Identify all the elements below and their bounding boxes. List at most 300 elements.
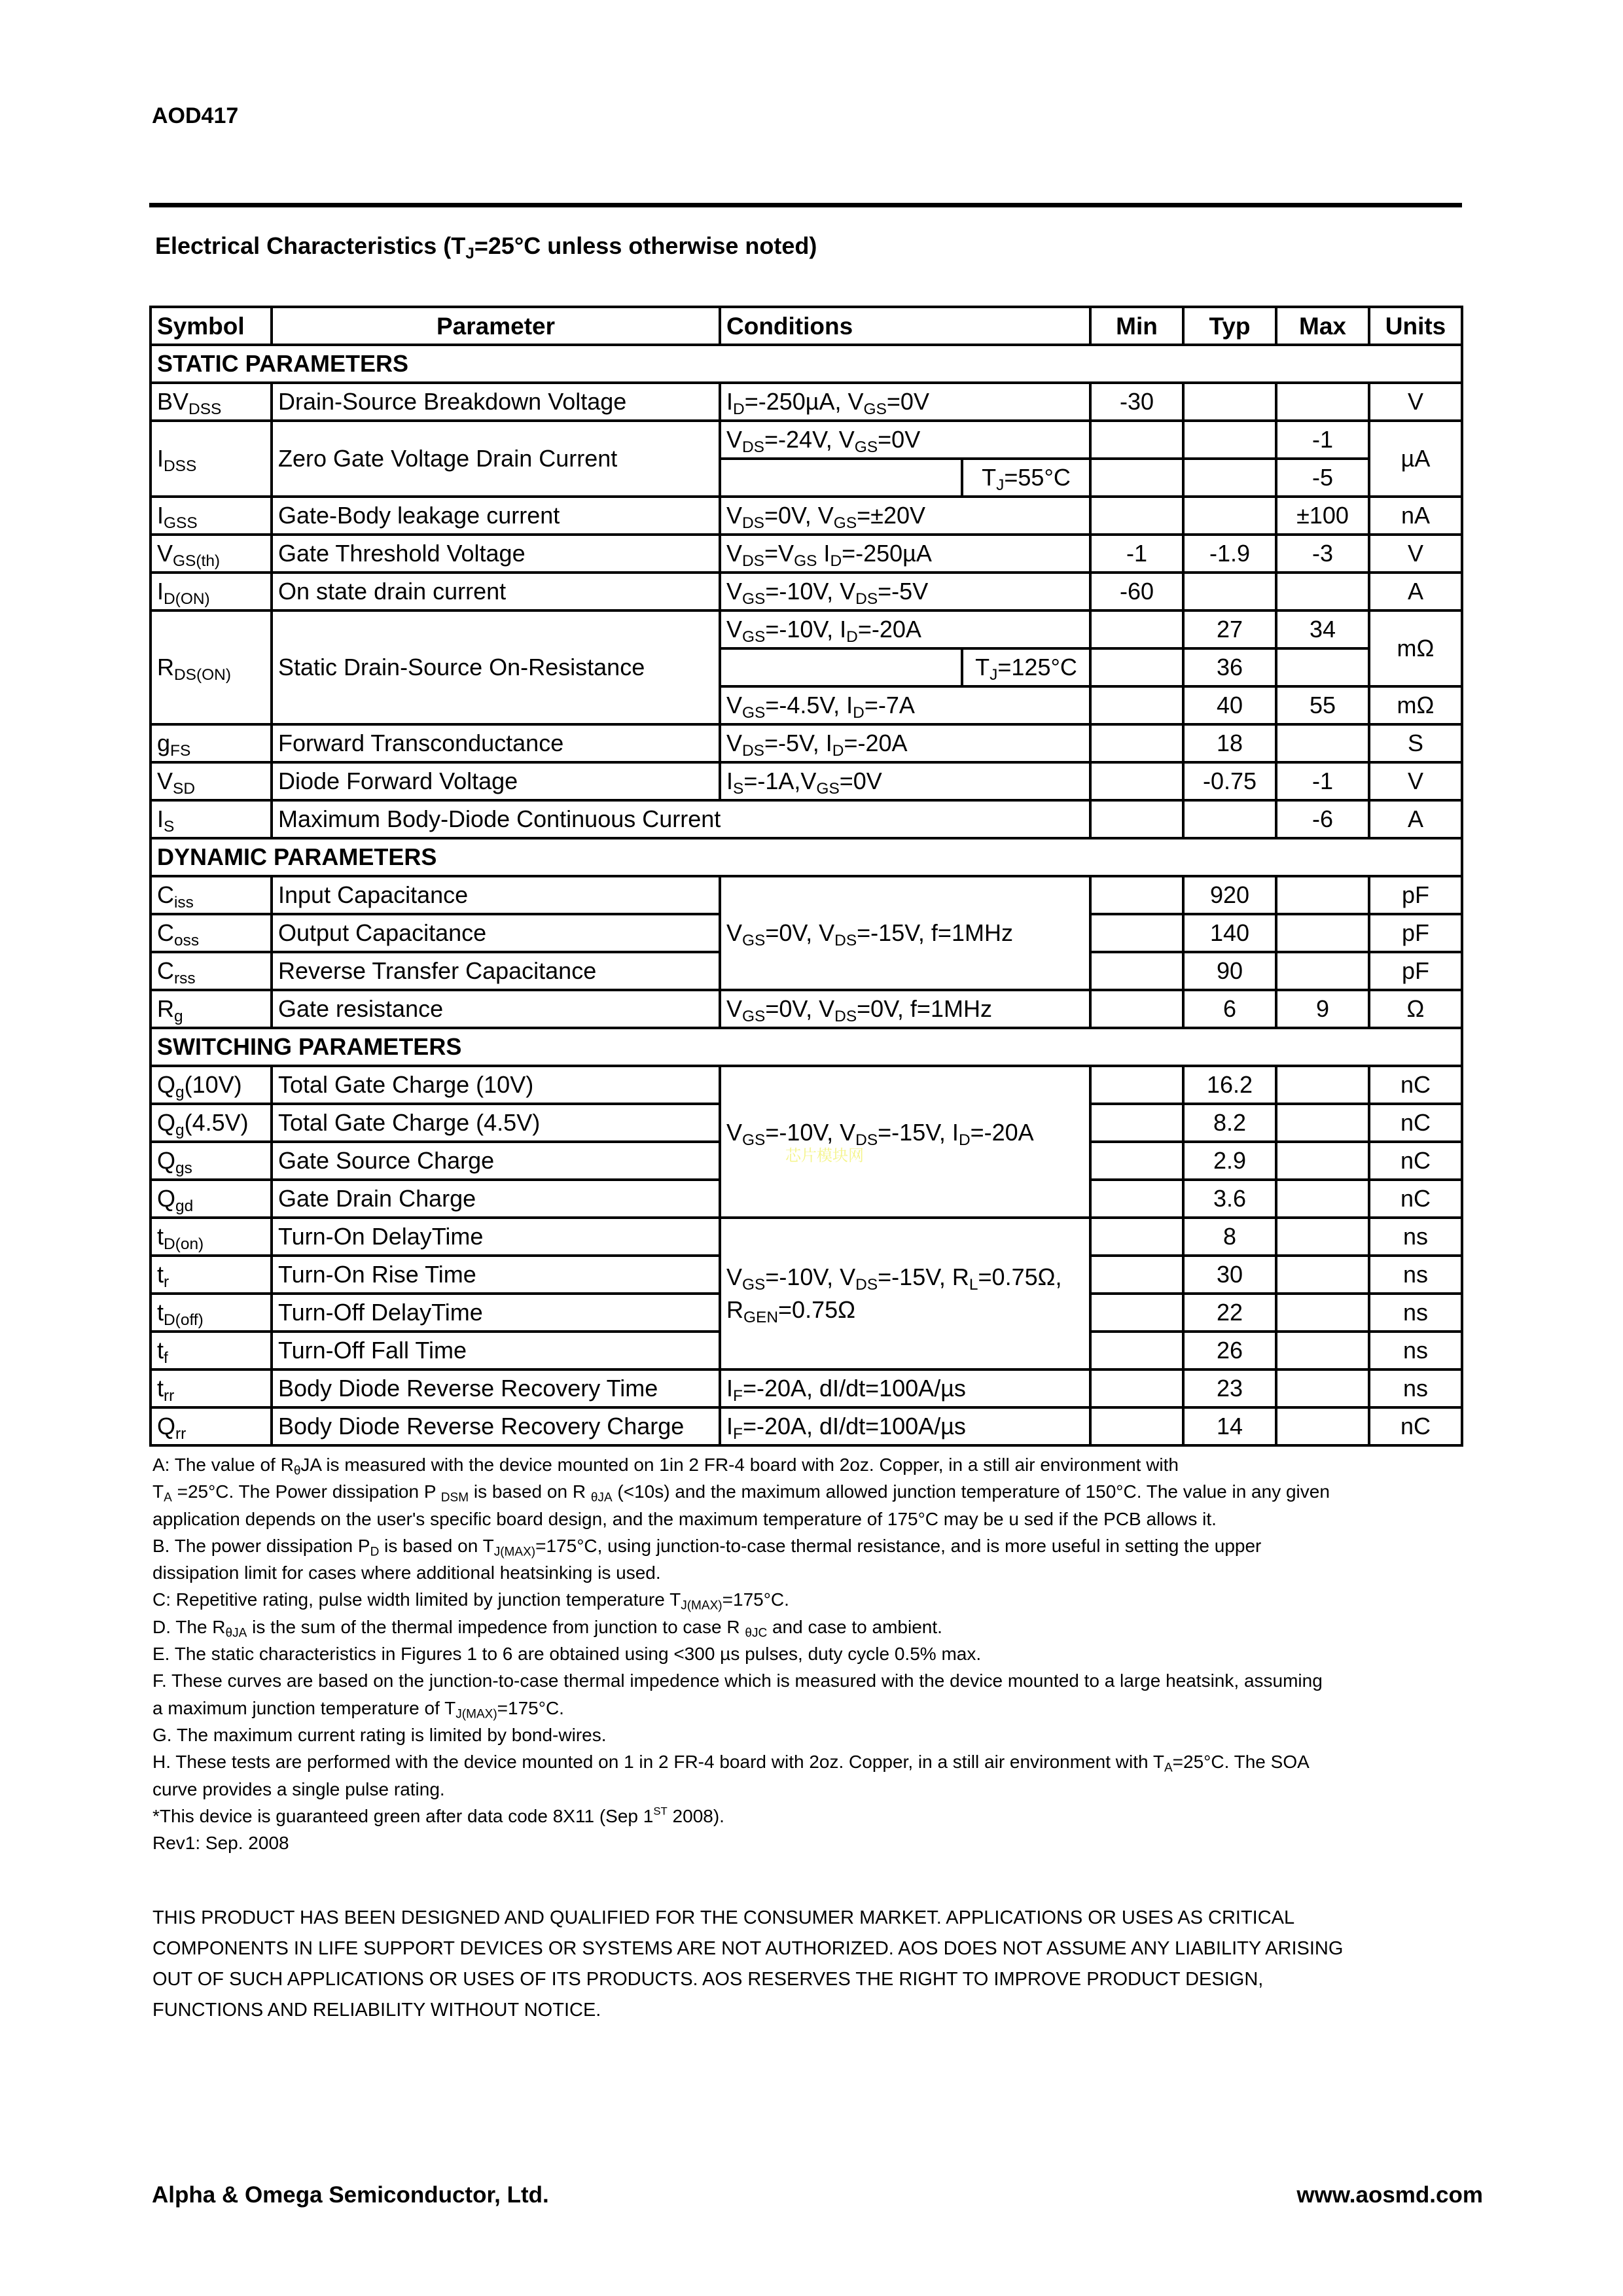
text-segment: V [157, 540, 173, 567]
note-line [152, 1722, 1330, 1748]
subscript-text: r [164, 1273, 169, 1291]
table-row [151, 1218, 1462, 1256]
text-segment: =0V, V [765, 919, 835, 946]
text-segment: V [726, 995, 743, 1022]
subscript-text: D(off) [164, 1311, 204, 1329]
subscript-text: GS [742, 1131, 766, 1149]
symbol [151, 1142, 272, 1180]
text-segment: R [157, 654, 174, 680]
symbol [151, 876, 272, 914]
min [1090, 990, 1183, 1028]
text-segment: V [726, 616, 743, 643]
typ: 14 [1183, 1407, 1276, 1445]
text-segment: =25°C. The Power dissipation P [171, 1481, 441, 1502]
text-segment: C [157, 919, 174, 946]
typ: 36 [1183, 648, 1276, 686]
subscript-text: θJA [225, 1626, 247, 1640]
max: -6 [1276, 800, 1369, 838]
subscript-text: g [174, 1007, 183, 1025]
max [1276, 914, 1369, 952]
subscript-text: oss [174, 931, 200, 949]
typ: 8 [1183, 1218, 1276, 1256]
min [1090, 1256, 1183, 1294]
min [1090, 1066, 1183, 1104]
typ [1183, 573, 1276, 610]
text-segment: Q [157, 1071, 176, 1098]
text-segment: I [157, 805, 164, 832]
revision: Rev1: Sep. 2008 [152, 1833, 289, 1854]
parameter: Static Drain-Source On-Resistance [272, 610, 720, 724]
table-row [151, 573, 1462, 610]
min [1090, 610, 1183, 648]
switching-conditions-line2 [726, 1296, 1084, 1326]
symbol [151, 1218, 272, 1256]
typ: 3.6 [1183, 1180, 1276, 1218]
subscript-text: D [832, 741, 844, 760]
conditions [720, 421, 1090, 459]
units: nC [1369, 1104, 1462, 1142]
parameter: Zero Gate Voltage Drain Current [272, 421, 720, 497]
subscript-text: J [990, 665, 998, 684]
symbol [151, 1104, 272, 1142]
green-note-text: 2008). [667, 1805, 724, 1826]
subscript-text: J(MAX) [493, 1545, 536, 1559]
text-segment: R [157, 995, 174, 1022]
min [1090, 648, 1183, 686]
max [1276, 1180, 1369, 1218]
text-segment: =-10V, V [765, 578, 856, 605]
typ: 6 [1183, 990, 1276, 1028]
max: -1 [1276, 762, 1369, 800]
min [1090, 686, 1183, 724]
text-segment: =-20A, dI/dt=100A/µs [742, 1375, 966, 1402]
text-segment: Q [157, 1185, 176, 1212]
text-segment: =25°C unless otherwise noted) [474, 232, 817, 259]
note-line [152, 1695, 1330, 1722]
text-segment: I [157, 445, 164, 472]
text-segment: is the sum of the thermal impedence from junction to case R [247, 1616, 745, 1637]
parameter: Turn-On DelayTime [272, 1218, 720, 1256]
subscript-text: D [958, 1131, 971, 1149]
subscript-text: D(on) [164, 1235, 204, 1253]
typ: 26 [1183, 1332, 1276, 1369]
text-segment: =25°C. The SOA [1172, 1752, 1310, 1773]
symbol [151, 497, 272, 535]
typ: 90 [1183, 952, 1276, 990]
table-row [151, 1369, 1462, 1407]
column-header-conditions: Conditions [720, 307, 1090, 345]
parameter: Gate-Body leakage current [272, 497, 720, 535]
max: 34 [1276, 610, 1369, 648]
subscript-text: GS [742, 627, 766, 646]
subscript-text: D [733, 400, 745, 418]
subscript-text: rr [164, 1386, 175, 1405]
text-segment: A: The value of R [152, 1455, 294, 1475]
typ [1183, 497, 1276, 535]
text-segment: V [726, 1119, 743, 1146]
symbol [151, 1066, 272, 1104]
conditions-empty [720, 459, 962, 497]
max: -1 [1276, 421, 1369, 459]
symbol [151, 1180, 272, 1218]
subscript-text: D [853, 703, 865, 722]
text-segment: (10V) [184, 1071, 242, 1098]
table-row [151, 762, 1462, 800]
units: S [1369, 724, 1462, 762]
text-segment: =0V [878, 426, 921, 453]
subscript-text: DSS [164, 457, 197, 475]
subscript-text: S [733, 779, 744, 798]
conditions-shared [720, 1066, 1090, 1218]
subscript-text: GS [742, 590, 766, 608]
symbol [151, 383, 272, 421]
subscript-text: GS [854, 438, 878, 456]
symbol [151, 535, 272, 573]
typ: -0.75 [1183, 762, 1276, 800]
text-segment: V [726, 426, 743, 453]
parameter: Reverse Transfer Capacitance [272, 952, 720, 990]
parameter: Total Gate Charge (10V) [272, 1066, 720, 1104]
text-segment: =0V [886, 388, 929, 415]
watermark: 芯片模块网 [785, 1147, 864, 1165]
symbol [151, 762, 272, 800]
conditions [720, 686, 1090, 724]
min [1090, 1142, 1183, 1180]
max [1276, 952, 1369, 990]
parameter: Turn-Off DelayTime [272, 1294, 720, 1332]
min: -60 [1090, 573, 1183, 610]
subscript-text: DS [855, 1131, 878, 1149]
text-segment: V [726, 502, 743, 529]
subscript-text: DS [855, 590, 878, 608]
symbol [151, 800, 272, 838]
subscript-text: F [733, 1424, 743, 1443]
green-note [152, 1803, 1330, 1829]
typ [1183, 421, 1276, 459]
parameter: Total Gate Charge (4.5V) [272, 1104, 720, 1142]
table-row [151, 383, 1462, 421]
text-segment: =-250µA, V [744, 388, 864, 415]
text-segment: =175°C. [722, 1589, 789, 1610]
note-line [152, 1586, 1330, 1613]
table-row [151, 610, 1462, 648]
note-line [152, 1667, 1330, 1694]
section-row [151, 345, 1462, 383]
section-dynamic: DYNAMIC PARAMETERS [151, 838, 1462, 876]
text-segment: (<10s) and the maximum allowed junction temperature of 150°C. The value in any given [612, 1481, 1330, 1502]
note-line [152, 1506, 1330, 1532]
disclaimer-line: THIS PRODUCT HAS BEEN DESIGNED AND QUALIFIED FOR THE CONSUMER MARKET. APPLICATIONS OR USES AS CRITICAL [152, 1907, 1295, 1928]
max: ±100 [1276, 497, 1369, 535]
symbol [151, 610, 272, 724]
units: nC [1369, 1142, 1462, 1180]
parameter: Input Capacitance [272, 876, 720, 914]
text-segment: dissipation limit for cases where additional heatsinking is used. [152, 1563, 661, 1583]
units: pF [1369, 952, 1462, 990]
text-segment: =-10V, I [765, 616, 847, 643]
table-row [151, 1407, 1462, 1445]
subscript-text: SD [173, 779, 196, 798]
note-line [152, 1640, 1330, 1667]
units: mΩ [1369, 610, 1462, 686]
text-segment: R [726, 1296, 743, 1323]
subscript-text: GSS [164, 514, 198, 532]
text-segment: V [726, 919, 743, 946]
conditions-temperature [962, 459, 1090, 497]
subscript-text: J(MAX) [455, 1707, 497, 1721]
text-segment: Q [157, 1413, 176, 1439]
text-segment: =V [764, 540, 794, 567]
parameter: Body Diode Reverse Recovery Time [272, 1369, 720, 1407]
text-segment: Q [157, 1109, 176, 1136]
typ: 8.2 [1183, 1104, 1276, 1142]
text-segment: I [157, 578, 164, 605]
subscript-text: gd [175, 1197, 194, 1215]
section-row [151, 1028, 1462, 1066]
text-segment: =-20A, dI/dt=100A/µs [742, 1413, 966, 1439]
part-number: AOD417 [152, 103, 239, 128]
subscript-text: J [996, 476, 1005, 494]
conditions [720, 573, 1090, 610]
text-segment: V [157, 768, 173, 794]
parameter: Gate Drain Charge [272, 1180, 720, 1218]
footer-company: Alpha & Omega Semiconductor, Ltd. [152, 2182, 549, 2208]
text-segment: t [157, 1337, 164, 1364]
typ: 140 [1183, 914, 1276, 952]
subscript-text: DS [742, 514, 765, 532]
table-row [151, 990, 1462, 1028]
typ: 2.9 [1183, 1142, 1276, 1180]
subscript-text: GS [742, 703, 766, 722]
text-segment: =-20A [844, 730, 908, 756]
text-segment: t [157, 1261, 164, 1288]
min [1090, 1218, 1183, 1256]
symbol [151, 1294, 272, 1332]
text-segment: T [982, 464, 997, 491]
subscript-text: iss [174, 893, 194, 911]
text-segment: BV [157, 388, 189, 415]
text-segment: Electrical Characteristics (T [155, 232, 466, 259]
text-segment: =-7A [864, 692, 915, 718]
typ: -1.9 [1183, 535, 1276, 573]
max [1276, 1066, 1369, 1104]
units: Ω [1369, 990, 1462, 1028]
text-segment: =175°C, using junction-to-case thermal resistance, and is more useful in setting the upper [535, 1535, 1262, 1556]
text-segment: =-10V, V [765, 1119, 856, 1146]
subscript-text: GS [742, 931, 766, 949]
text-segment: and case to ambient. [767, 1616, 942, 1637]
text-segment: =-10V, V [765, 1263, 856, 1290]
text-segment: =0.75Ω [778, 1296, 856, 1323]
symbol [151, 1256, 272, 1294]
text-segment: =-5V [878, 578, 929, 605]
min [1090, 952, 1183, 990]
conditions [720, 1369, 1090, 1407]
max [1276, 1104, 1369, 1142]
text-segment: JA is measured with the device mounted on 1in 2 FR-4 board with 2oz. Copper, in a still air environment with [300, 1455, 1179, 1475]
subscript-text: A [164, 1491, 172, 1505]
note-line [152, 1532, 1330, 1559]
text-segment: =0V, V [764, 502, 834, 529]
conditions-shared [720, 1218, 1090, 1369]
min [1090, 459, 1183, 497]
symbol [151, 573, 272, 610]
text-segment: curve provides a single pulse rating. [152, 1778, 445, 1799]
units: ns [1369, 1332, 1462, 1369]
typ: 40 [1183, 686, 1276, 724]
max [1276, 1294, 1369, 1332]
conditions [720, 1407, 1090, 1445]
subscript-text: D [830, 552, 842, 570]
parameter: Turn-Off Fall Time [272, 1332, 720, 1369]
subscript-text: rss [174, 969, 196, 987]
subscript-text: f [164, 1349, 168, 1367]
units: µA [1369, 421, 1462, 497]
note-line [152, 1748, 1330, 1775]
gate-charge-conditions [726, 1119, 1084, 1149]
parameter: Maximum Body-Diode Continuous Current [272, 800, 1090, 838]
table-row [151, 497, 1462, 535]
text-segment: is based on T [379, 1535, 494, 1556]
max: -5 [1276, 459, 1369, 497]
conditions [720, 724, 1090, 762]
note-line [152, 1776, 1330, 1803]
subscript-text: rr [175, 1424, 187, 1443]
subscript-text: gs [175, 1159, 192, 1177]
header-divider [149, 203, 1462, 207]
table-row [151, 1066, 1462, 1104]
note-line [152, 1451, 1330, 1478]
note-line [152, 1559, 1330, 1586]
text-segment: =-20A [857, 616, 921, 643]
section-title [155, 232, 817, 260]
subscript-text: DS [855, 1275, 878, 1294]
table-header-row [151, 307, 1462, 345]
text-segment: V [726, 540, 743, 567]
parameter: Diode Forward Voltage [272, 762, 720, 800]
text-segment: =-20A [970, 1119, 1034, 1146]
max [1276, 648, 1369, 686]
max [1276, 573, 1369, 610]
text-segment: =-250µA [842, 540, 932, 567]
min [1090, 876, 1183, 914]
typ: 27 [1183, 610, 1276, 648]
typ [1183, 459, 1276, 497]
conditions-temperature [962, 648, 1090, 686]
max: 55 [1276, 686, 1369, 724]
column-header-symbol: Symbol [151, 307, 272, 345]
min [1090, 1407, 1183, 1445]
symbol [151, 1332, 272, 1369]
table-row [151, 876, 1462, 914]
min [1090, 724, 1183, 762]
text-segment: Q [157, 1147, 176, 1174]
parameter: Gate Threshold Voltage [272, 535, 720, 573]
text-segment: I [817, 540, 830, 567]
text-segment: =0.75Ω, [978, 1263, 1062, 1290]
text-segment: T [152, 1481, 164, 1502]
text-segment: H. These tests are performed with the device mounted on 1 in 2 FR-4 board with 2oz. Copper, in a still air environment with T [152, 1752, 1164, 1773]
text-segment: =-1A,V [743, 768, 817, 794]
text-segment: B. The power dissipation P [152, 1535, 370, 1556]
max [1276, 383, 1369, 421]
min [1090, 800, 1183, 838]
text-segment: F. These curves are based on the junction-to-case thermal impedence which is measured with the device mounted to a large heatsink, assuming [152, 1670, 1323, 1691]
subscript-text: θ [293, 1464, 301, 1478]
units: V [1369, 383, 1462, 421]
text-segment: C: Repetitive rating, pulse width limited by junction temperature T [152, 1589, 681, 1610]
symbol [151, 421, 272, 497]
text-segment: V [726, 1263, 743, 1290]
disclaimer-line: COMPONENTS IN LIFE SUPPORT DEVICES OR SYSTEMS ARE NOT AUTHORIZED. AOS DOES NOT ASSUME ANY LIABILITY ARISING [152, 1938, 1344, 1959]
typ: 22 [1183, 1294, 1276, 1332]
subscript-text: F [733, 1386, 743, 1405]
text-segment: =0V, V [765, 995, 835, 1022]
typ [1183, 800, 1276, 838]
disclaimer-line: OUT OF SUCH APPLICATIONS OR USES OF ITS PRODUCTS. AOS RESERVES THE RIGHT TO IMPROVE PRODUCT DESIGN, [152, 1969, 1264, 1990]
symbol [151, 724, 272, 762]
max: 9 [1276, 990, 1369, 1028]
conditions [720, 990, 1090, 1028]
text-segment: C [157, 881, 174, 908]
units: nC [1369, 1407, 1462, 1445]
text-segment: I [157, 502, 164, 529]
subscript-text: DS [742, 552, 765, 570]
typ: 30 [1183, 1256, 1276, 1294]
subscript-text: GS(th) [173, 552, 221, 570]
conditions [720, 535, 1090, 573]
max [1276, 1142, 1369, 1180]
units: V [1369, 762, 1462, 800]
table-row [151, 535, 1462, 573]
text-segment: =±20V [857, 502, 925, 529]
subscript-text: D(ON) [164, 590, 210, 608]
subscript-text: DSS [188, 400, 222, 418]
subscript-text: GS [742, 1275, 766, 1294]
units: ns [1369, 1256, 1462, 1294]
subscript-text: DS [742, 741, 765, 760]
disclaimer [152, 1903, 1343, 2026]
subscript-text: J [465, 244, 474, 262]
text-segment: I [726, 1375, 734, 1402]
units: pF [1369, 876, 1462, 914]
table-row [151, 724, 1462, 762]
subscript-text: D [846, 627, 858, 646]
footnotes [152, 1451, 1330, 1856]
subscript-text: θJC [745, 1626, 768, 1640]
subscript-text: L [969, 1275, 978, 1294]
column-header-max: Max [1276, 307, 1369, 345]
subscript-text: J(MAX) [681, 1598, 722, 1613]
column-header-units: Units [1369, 307, 1462, 345]
subscript-text: DS [742, 438, 765, 456]
subscript-text: g [175, 1083, 185, 1101]
footer-website[interactable]: www.aosmd.com [1296, 2182, 1483, 2208]
column-header-parameter: Parameter [272, 307, 720, 345]
max [1276, 1332, 1369, 1369]
subscript-text: DS [834, 931, 857, 949]
typ: 16.2 [1183, 1066, 1276, 1104]
subscript-text: GS [742, 1007, 766, 1025]
parameter: Turn-On Rise Time [272, 1256, 720, 1294]
text-segment: =-24V, V [764, 426, 855, 453]
text-segment: =-5V, I [764, 730, 832, 756]
symbol [151, 914, 272, 952]
min [1090, 1294, 1183, 1332]
subscript-text: A [1164, 1761, 1173, 1775]
units: mΩ [1369, 686, 1462, 724]
note-line [152, 1478, 1330, 1505]
